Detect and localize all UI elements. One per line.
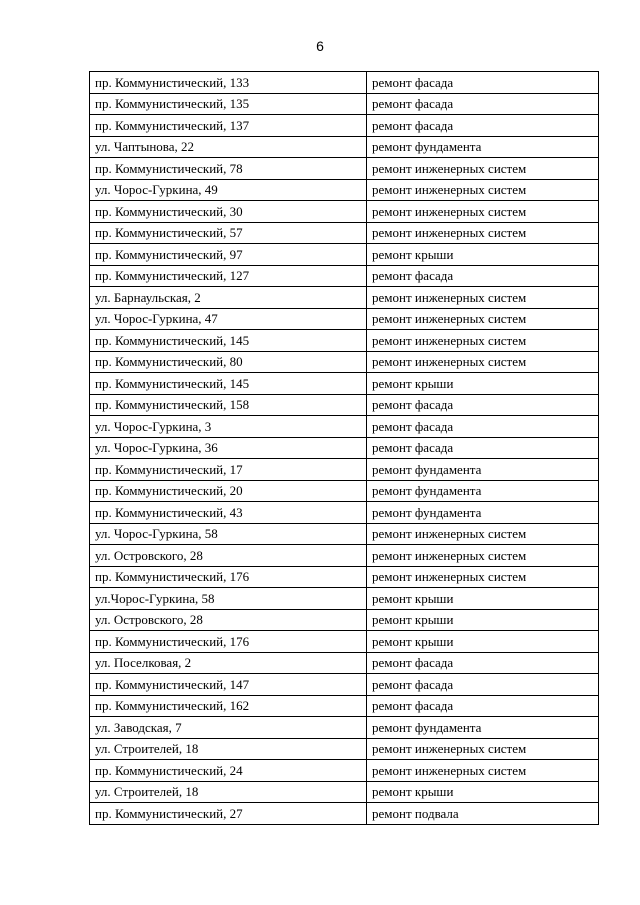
address-cell: ул. Чорос-Гуркина, 36 bbox=[90, 437, 367, 459]
table-row bbox=[90, 373, 599, 395]
page-number: 6 bbox=[316, 38, 324, 54]
table-row bbox=[90, 502, 599, 524]
work-type-cell: ремонт фундамента bbox=[367, 459, 599, 481]
work-type-cell: ремонт фасада bbox=[367, 265, 599, 287]
work-type-cell: ремонт инженерных систем bbox=[367, 201, 599, 223]
table-row bbox=[90, 738, 599, 760]
work-type-cell: ремонт инженерных систем bbox=[367, 158, 599, 180]
work-type-cell: ремонт инженерных систем bbox=[367, 760, 599, 782]
table-row bbox=[90, 480, 599, 502]
work-type-cell: ремонт инженерных систем bbox=[367, 287, 599, 309]
table-row bbox=[90, 308, 599, 330]
work-type-cell: ремонт фасада bbox=[367, 115, 599, 137]
table-row bbox=[90, 717, 599, 739]
table-row bbox=[90, 351, 599, 373]
address-cell: ул. Чорос-Гуркина, 47 bbox=[90, 308, 367, 330]
address-cell: пр. Коммунистический, 137 bbox=[90, 115, 367, 137]
table-row bbox=[90, 287, 599, 309]
address-cell: пр. Коммунистический, 135 bbox=[90, 93, 367, 115]
table-row bbox=[90, 781, 599, 803]
work-type-cell: ремонт инженерных систем bbox=[367, 351, 599, 373]
table-row bbox=[90, 72, 599, 94]
address-cell: пр. Коммунистический, 80 bbox=[90, 351, 367, 373]
table-row bbox=[90, 115, 599, 137]
works-table-body bbox=[90, 72, 599, 825]
work-type-cell: ремонт фундамента bbox=[367, 480, 599, 502]
address-cell: пр. Коммунистический, 162 bbox=[90, 695, 367, 717]
table-row bbox=[90, 609, 599, 631]
table-row bbox=[90, 652, 599, 674]
address-cell: ул. Барнаульская, 2 bbox=[90, 287, 367, 309]
work-type-cell: ремонт крыши bbox=[367, 244, 599, 266]
work-type-cell: ремонт инженерных систем bbox=[367, 545, 599, 567]
address-cell: пр. Коммунистический, 17 bbox=[90, 459, 367, 481]
table-row bbox=[90, 416, 599, 438]
table-row bbox=[90, 158, 599, 180]
address-cell: пр. Коммунистический, 27 bbox=[90, 803, 367, 825]
address-cell: пр. Коммунистический, 176 bbox=[90, 631, 367, 653]
address-cell: пр. Коммунистический, 78 bbox=[90, 158, 367, 180]
work-type-cell: ремонт инженерных систем bbox=[367, 523, 599, 545]
address-cell: пр. Коммунистический, 127 bbox=[90, 265, 367, 287]
address-cell: ул. Чорос-Гуркина, 58 bbox=[90, 523, 367, 545]
work-type-cell: ремонт фасада bbox=[367, 437, 599, 459]
address-cell: ул. Островского, 28 bbox=[90, 609, 367, 631]
work-type-cell: ремонт фундамента bbox=[367, 502, 599, 524]
address-cell: пр. Коммунистический, 145 bbox=[90, 373, 367, 395]
table-row bbox=[90, 330, 599, 352]
address-cell: пр. Коммунистический, 57 bbox=[90, 222, 367, 244]
address-cell: пр. Коммунистический, 147 bbox=[90, 674, 367, 696]
work-type-cell: ремонт подвала bbox=[367, 803, 599, 825]
work-type-cell: ремонт фасада bbox=[367, 695, 599, 717]
address-cell: ул. Строителей, 18 bbox=[90, 781, 367, 803]
address-cell: ул. Островского, 28 bbox=[90, 545, 367, 567]
work-type-cell: ремонт инженерных систем bbox=[367, 738, 599, 760]
address-cell: ул. Чорос-Гуркина, 49 bbox=[90, 179, 367, 201]
table-row bbox=[90, 459, 599, 481]
address-cell: пр. Коммунистический, 176 bbox=[90, 566, 367, 588]
work-type-cell: ремонт фасада bbox=[367, 652, 599, 674]
table-row bbox=[90, 265, 599, 287]
work-type-cell: ремонт инженерных систем bbox=[367, 330, 599, 352]
work-type-cell: ремонт крыши bbox=[367, 631, 599, 653]
work-type-cell: ремонт фундамента bbox=[367, 136, 599, 158]
table-row bbox=[90, 222, 599, 244]
address-cell: пр. Коммунистический, 158 bbox=[90, 394, 367, 416]
address-cell: пр. Коммунистический, 145 bbox=[90, 330, 367, 352]
table-row bbox=[90, 631, 599, 653]
work-type-cell: ремонт фасада bbox=[367, 72, 599, 94]
address-cell: пр. Коммунистический, 24 bbox=[90, 760, 367, 782]
table-row bbox=[90, 136, 599, 158]
table-row bbox=[90, 437, 599, 459]
table-row bbox=[90, 695, 599, 717]
work-type-cell: ремонт фасада bbox=[367, 93, 599, 115]
address-cell: ул. Чорос-Гуркина, 3 bbox=[90, 416, 367, 438]
work-type-cell: ремонт фасада bbox=[367, 674, 599, 696]
table-row bbox=[90, 760, 599, 782]
work-type-cell: ремонт инженерных систем bbox=[367, 308, 599, 330]
table-row bbox=[90, 803, 599, 825]
work-type-cell: ремонт инженерных систем bbox=[367, 179, 599, 201]
work-type-cell: ремонт фундамента bbox=[367, 717, 599, 739]
address-cell: пр. Коммунистический, 43 bbox=[90, 502, 367, 524]
table-row bbox=[90, 674, 599, 696]
works-table bbox=[89, 71, 599, 825]
work-type-cell: ремонт крыши bbox=[367, 373, 599, 395]
table-row bbox=[90, 523, 599, 545]
work-type-cell: ремонт инженерных систем bbox=[367, 222, 599, 244]
table-row bbox=[90, 545, 599, 567]
address-cell: пр. Коммунистический, 97 bbox=[90, 244, 367, 266]
work-type-cell: ремонт крыши bbox=[367, 609, 599, 631]
work-type-cell: ремонт фасада bbox=[367, 394, 599, 416]
table-row bbox=[90, 394, 599, 416]
address-cell: ул. Заводская, 7 bbox=[90, 717, 367, 739]
work-type-cell: ремонт крыши bbox=[367, 781, 599, 803]
work-type-cell: ремонт инженерных систем bbox=[367, 566, 599, 588]
table-row bbox=[90, 588, 599, 610]
table-row bbox=[90, 201, 599, 223]
table-row bbox=[90, 179, 599, 201]
address-cell: пр. Коммунистический, 30 bbox=[90, 201, 367, 223]
address-cell: ул. Чаптынова, 22 bbox=[90, 136, 367, 158]
address-cell: ул. Поселковая, 2 bbox=[90, 652, 367, 674]
work-type-cell: ремонт фасада bbox=[367, 416, 599, 438]
table-row bbox=[90, 93, 599, 115]
table-row bbox=[90, 244, 599, 266]
address-cell: ул.Чорос-Гуркина, 58 bbox=[90, 588, 367, 610]
address-cell: ул. Строителей, 18 bbox=[90, 738, 367, 760]
address-cell: пр. Коммунистический, 20 bbox=[90, 480, 367, 502]
table-row bbox=[90, 566, 599, 588]
address-cell: пр. Коммунистический, 133 bbox=[90, 72, 367, 94]
work-type-cell: ремонт крыши bbox=[367, 588, 599, 610]
